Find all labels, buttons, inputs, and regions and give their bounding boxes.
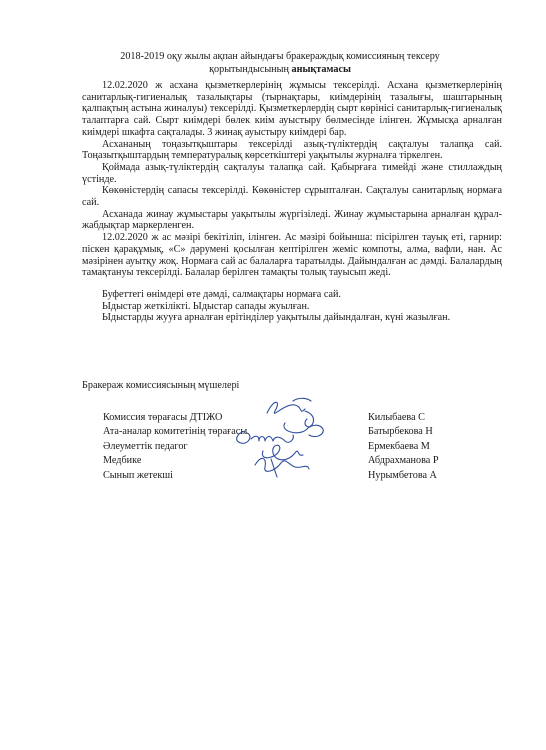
member-name: Ермекбаева М [368,440,430,452]
signature-nurse [262,445,303,460]
document-body [82,80,502,324]
title-line-2 [60,63,500,76]
title-line-2-prefix: қорытындысының [209,64,289,75]
member-role: Комиссия төрағасы ДТІЖО [103,412,223,423]
paragraph-staff-check: 12.02.2020 ж асхана қызметкерлерінің жұмысы тексерілді. Асхана қызметкерлерінің санитарлық-гигиеналық тазалықтары (тырнақтары, киімдерінің тазалығы, шаштарының қалпақтың астына жиналуы) тексерілді. Қызметкерлердің сырт көрінісі санитарлық-гигиеналық талаптарға сай. Сырт киімдері бөлек киім ауыстыру бөлмесінде ілінген. Жұмысқа арналған киімдері шкафта сақталады. 3 жинақ ауыстыру киімдері бар. [82,80,502,138]
signature-parent-committee [284,423,323,437]
paragraph-refrigerators: Асхананың тоңазытқыштары тексерілді азық-түліктердің сақталуы талапқа сай. Тоңазытқыштардың температуралық көрсеткіштері уақытылы журналға тіркелген. [82,138,502,162]
document-title [60,50,500,76]
member-name: Абдрахманова Р [368,455,439,467]
member-role: Медбике [103,455,142,467]
title-line-2-bold: анықтамасы [291,64,351,75]
member-role: Ата-аналар комитетінің төрағасы [103,426,248,438]
members-heading: Бракераж комиссиясының мүшелері [82,380,240,391]
paragraph-storage: Қоймада азық-түліктердің сақталуы талапқа сай. Қабырғаға тимейді және стиллаждың үстінде. [82,161,502,185]
title-line-1: 2018-2019 оқу жылы ақпан айындағы бракераждық комиссияның тексеру [120,51,440,62]
member-role: Сынып жетекші [103,469,173,481]
handwritten-signatures [215,395,330,485]
member-name: Батырбекова Н [368,426,433,438]
paragraph-buffet: Буфеттегі өнімдері өте дәмді, салмақтары нормаға сай. [102,288,341,300]
paragraph-detergents: Ыдыстарды жууға арналған ерітінділер уақытылы дайындалған, күні жазылған. [102,312,451,324]
member-role: Әлеуметтік педагог [103,440,188,452]
signature-chairperson [267,398,314,426]
signature-class-teacher [255,458,309,477]
paragraph-dishes: Ыдыстар жеткілікті. Ыдыстар сапады жуылған. [102,300,310,312]
paragraph-menu: 12.02.2020 ж ас мәзірі бекітіліп, ілінген. Ас мәзірі бойынша: пісірілген тауық еті, гарнир: піскен қарақұмық, «С» дәрумені қосылған кептірілген жеміс компоты, алма, вафли, нан. Ас мәзірінен ауытқу жоқ. Нормаға сай ас балаларға таратылды. Дайындалған ас дәмді. Балалардың тамақтануы тексерілді. Балалар берілген тамақты толық тауысып жеді. [82,232,502,279]
paragraph-vegetables: Көкөністердің сапасы тексерілді. Көкөністер сұрыпталған. Сақталуы санитарлық нормаға сай. [82,185,502,209]
member-name: Нурымбетова А [368,469,437,481]
signature-social-pedagogue [237,431,294,443]
member-name: Килыбаева С [368,412,425,423]
paragraph-cleaning: Асханада жинау жұмыстары уақытылы жүргізіледі. Жинау жұмыстарына арналған құрал-жабдықтар маркерленген. [82,208,502,232]
